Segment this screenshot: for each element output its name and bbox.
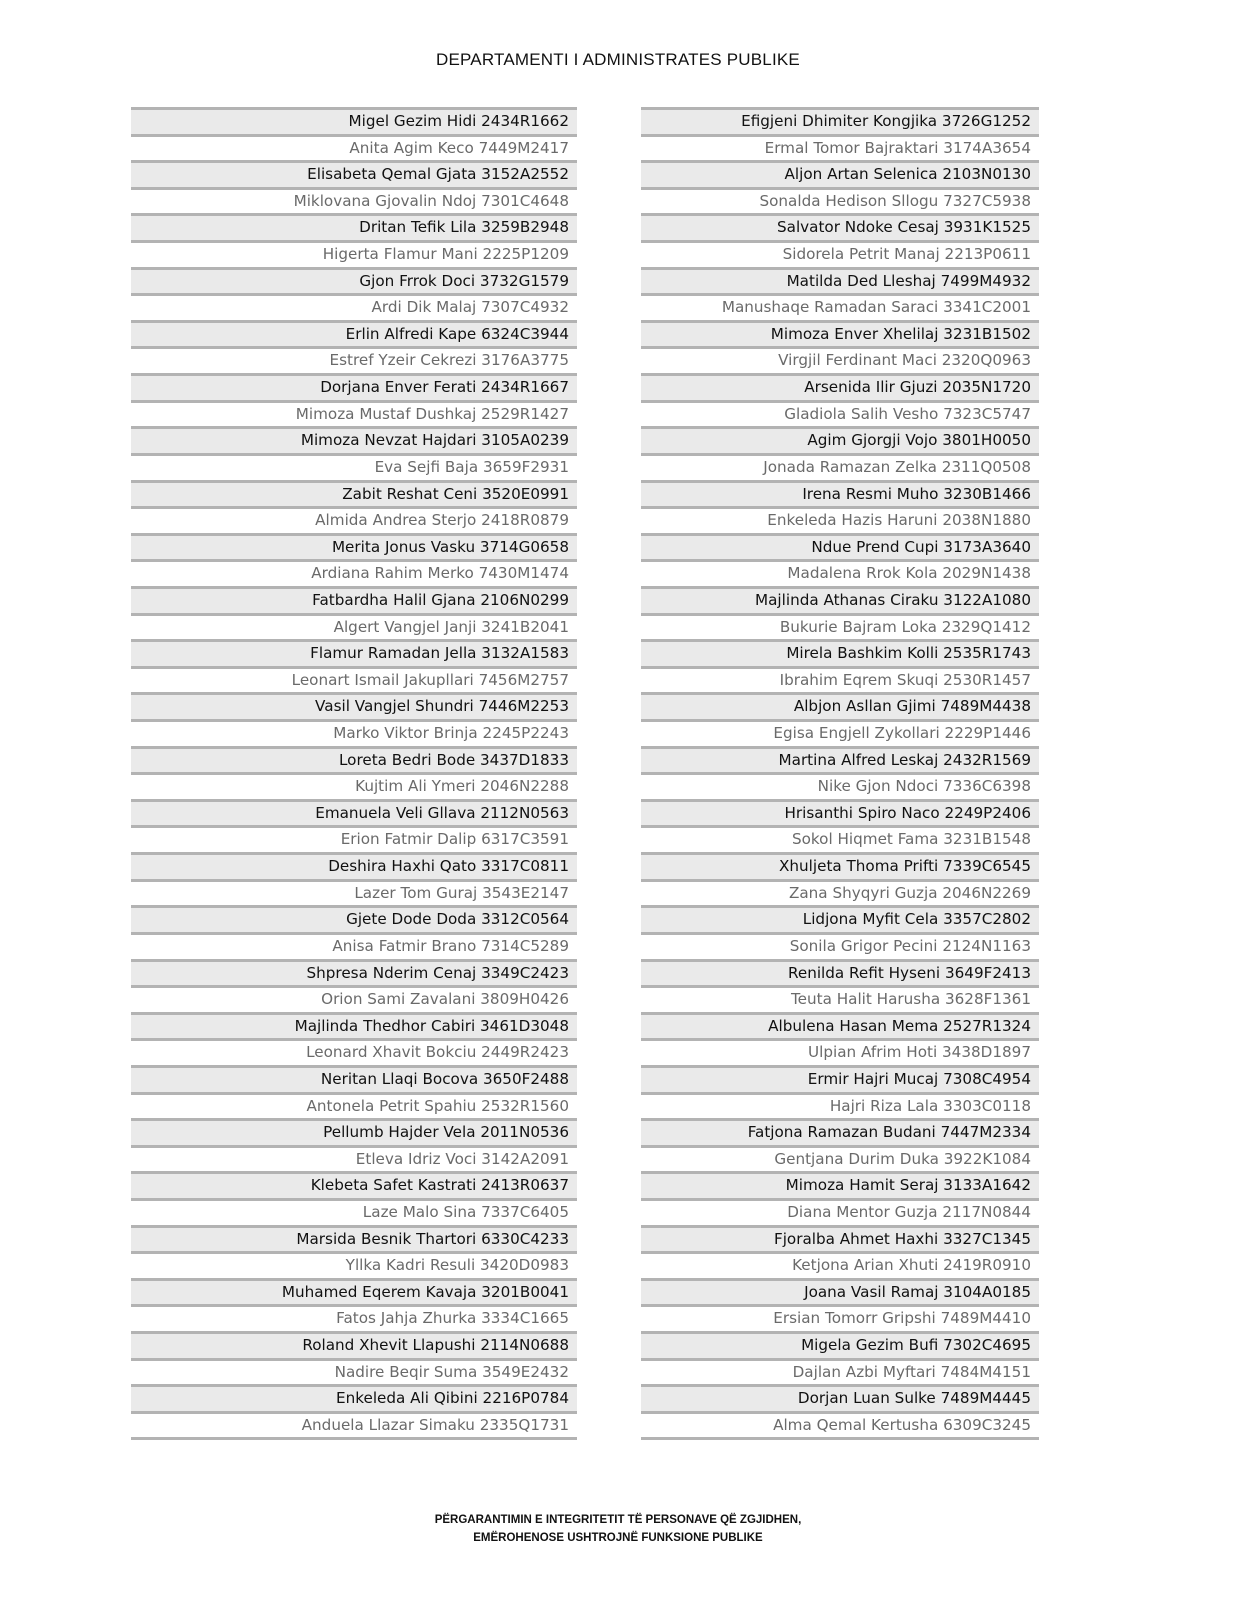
list-item: Mirela Bashkim Kolli 2535R1743 xyxy=(641,639,1039,666)
list-item: Ersian Tomorr Gripshi 7489M4410 xyxy=(641,1304,1039,1331)
list-item: Almida Andrea Sterjo 2418R0879 xyxy=(131,506,577,533)
right-name-list xyxy=(641,107,1039,1440)
list-item: Lidjona Myfit Cela 3357C2802 xyxy=(641,905,1039,932)
list-item: Fatos Jahja Zhurka 3334C1665 xyxy=(131,1304,577,1331)
list-item: Enkeleda Hazis Haruni 2038N1880 xyxy=(641,506,1039,533)
list-item: Irena Resmi Muho 3230B1466 xyxy=(641,480,1039,507)
footer xyxy=(0,1511,1236,1547)
list-item: Erion Fatmir Dalip 6317C3591 xyxy=(131,825,577,852)
list-item: Anisa Fatmir Brano 7314C5289 xyxy=(131,932,577,959)
list-item: Xhuljeta Thoma Prifti 7339C6545 xyxy=(641,852,1039,879)
list-item: Dajlan Azbi Myftari 7484M4151 xyxy=(641,1358,1039,1385)
list-item: Joana Vasil Ramaj 3104A0185 xyxy=(641,1278,1039,1305)
footer-line-2: EMËROHENOSE USHTROJNË FUNKSIONE PUBLIKE xyxy=(473,1532,763,1544)
list-item: Algert Vangjel Janji 3241B2041 xyxy=(131,613,577,640)
list-item: Diana Mentor Guzja 2117N0844 xyxy=(641,1198,1039,1225)
list-item: Klebeta Safet Kastrati 2413R0637 xyxy=(131,1171,577,1198)
list-item: Mimoza Nevzat Hajdari 3105A0239 xyxy=(131,426,577,453)
list-item: Mimoza Hamit Seraj 3133A1642 xyxy=(641,1171,1039,1198)
list-item: Eva Sejfi Baja 3659F2931 xyxy=(131,453,577,480)
list-item: Kujtim Ali Ymeri 2046N2288 xyxy=(131,772,577,799)
list-item: Nadire Beqir Suma 3549E2432 xyxy=(131,1358,577,1385)
list-item: Gladiola Salih Vesho 7323C5747 xyxy=(641,400,1039,427)
list-item: Majlinda Thedhor Cabiri 3461D3048 xyxy=(131,1012,577,1039)
list-item: Fatjona Ramazan Budani 7447M2334 xyxy=(641,1118,1039,1145)
list-item: Madalena Rrok Kola 2029N1438 xyxy=(641,559,1039,586)
list-item: Loreta Bedri Bode 3437D1833 xyxy=(131,746,577,773)
list-item: Roland Xhevit Llapushi 2114N0688 xyxy=(131,1331,577,1358)
list-item: Fatbardha Halil Gjana 2106N0299 xyxy=(131,586,577,613)
list-item: Anita Agim Keco 7449M2417 xyxy=(131,134,577,161)
page-title: DEPARTAMENTI I ADMINISTRATES PUBLIKE xyxy=(436,50,800,69)
left-name-list xyxy=(131,107,577,1440)
list-item: Mimoza Enver Xhelilaj 3231B1502 xyxy=(641,320,1039,347)
list-item: Renilda Refit Hyseni 3649F2413 xyxy=(641,959,1039,986)
list-item: Miklovana Gjovalin Ndoj 7301C4648 xyxy=(131,187,577,214)
list-item: Higerta Flamur Mani 2225P1209 xyxy=(131,240,577,267)
list-item: Marko Viktor Brinja 2245P2243 xyxy=(131,719,577,746)
list-item: Pellumb Hajder Vela 2011N0536 xyxy=(131,1118,577,1145)
list-item: Manushaqe Ramadan Saraci 3341C2001 xyxy=(641,293,1039,320)
list-item: Deshira Haxhi Qato 3317C0811 xyxy=(131,852,577,879)
list-item: Orion Sami Zavalani 3809H0426 xyxy=(131,985,577,1012)
list-item: Migela Gezim Bufi 7302C4695 xyxy=(641,1331,1039,1358)
list-item: Majlinda Athanas Ciraku 3122A1080 xyxy=(641,586,1039,613)
column-bottom-rule xyxy=(131,1437,577,1440)
list-item: Alma Qemal Kertusha 6309C3245 xyxy=(641,1411,1039,1438)
list-item: Ermal Tomor Bajraktari 3174A3654 xyxy=(641,134,1039,161)
list-item: Shpresa Nderim Cenaj 3349C2423 xyxy=(131,959,577,986)
list-item: Agim Gjorgji Vojo 3801H0050 xyxy=(641,426,1039,453)
list-item: Lazer Tom Guraj 3543E2147 xyxy=(131,879,577,906)
list-item: Salvator Ndoke Cesaj 3931K1525 xyxy=(641,213,1039,240)
list-item: Bukurie Bajram Loka 2329Q1412 xyxy=(641,613,1039,640)
list-item: Nike Gjon Ndoci 7336C6398 xyxy=(641,772,1039,799)
list-item: Gjon Frrok Doci 3732G1579 xyxy=(131,267,577,294)
list-item: Sidorela Petrit Manaj 2213P0611 xyxy=(641,240,1039,267)
list-item: Zabit Reshat Ceni 3520E0991 xyxy=(131,480,577,507)
list-item: Hajri Riza Lala 3303C0118 xyxy=(641,1092,1039,1119)
list-item: Ardi Dik Malaj 7307C4932 xyxy=(131,293,577,320)
list-item: Mimoza Mustaf Dushkaj 2529R1427 xyxy=(131,400,577,427)
list-item: Efigjeni Dhimiter Kongjika 3726G1252 xyxy=(641,107,1039,134)
footer-line-1: PËRGARANTIMIN E INTEGRITETIT TË PERSONAVE QË ZGJIDHEN, xyxy=(434,1514,802,1526)
list-item: Ibrahim Eqrem Skuqi 2530R1457 xyxy=(641,666,1039,693)
list-item: Martina Alfred Leskaj 2432R1569 xyxy=(641,746,1039,773)
list-item: Zana Shyqyri Guzja 2046N2269 xyxy=(641,879,1039,906)
list-item: Muhamed Eqerem Kavaja 3201B0041 xyxy=(131,1278,577,1305)
list-item: Leonard Xhavit Bokciu 2449R2423 xyxy=(131,1038,577,1065)
list-item: Dorjana Enver Ferati 2434R1667 xyxy=(131,373,577,400)
list-item: Neritan Llaqi Bocova 3650F2488 xyxy=(131,1065,577,1092)
list-item: Gjete Dode Doda 3312C0564 xyxy=(131,905,577,932)
list-item: Elisabeta Qemal Gjata 3152A2552 xyxy=(131,160,577,187)
list-item: Sonalda Hedison Sllogu 7327C5938 xyxy=(641,187,1039,214)
list-item: Leonart Ismail Jakupllari 7456M2757 xyxy=(131,666,577,693)
list-item: Sokol Hiqmet Fama 3231B1548 xyxy=(641,825,1039,852)
list-item: Hrisanthi Spiro Naco 2249P2406 xyxy=(641,799,1039,826)
list-item: Anduela Llazar Simaku 2335Q1731 xyxy=(131,1411,577,1438)
list-item: Arsenida Ilir Gjuzi 2035N1720 xyxy=(641,373,1039,400)
list-item: Albulena Hasan Mema 2527R1324 xyxy=(641,1012,1039,1039)
list-item: Erlin Alfredi Kape 6324C3944 xyxy=(131,320,577,347)
list-item: Matilda Ded Lleshaj 7499M4932 xyxy=(641,267,1039,294)
list-item: Ermir Hajri Mucaj 7308C4954 xyxy=(641,1065,1039,1092)
list-item: Aljon Artan Selenica 2103N0130 xyxy=(641,160,1039,187)
column-bottom-rule xyxy=(641,1437,1039,1440)
list-item: Gentjana Durim Duka 3922K1084 xyxy=(641,1145,1039,1172)
list-item: Migel Gezim Hidi 2434R1662 xyxy=(131,107,577,134)
list-item: Merita Jonus Vasku 3714G0658 xyxy=(131,533,577,560)
list-item: Antonela Petrit Spahiu 2532R1560 xyxy=(131,1092,577,1119)
list-item: Estref Yzeir Cekrezi 3176A3775 xyxy=(131,346,577,373)
list-item: Ulpian Afrim Hoti 3438D1897 xyxy=(641,1038,1039,1065)
list-item: Ardiana Rahim Merko 7430M1474 xyxy=(131,559,577,586)
list-item: Ketjona Arian Xhuti 2419R0910 xyxy=(641,1251,1039,1278)
list-item: Etleva Idriz Voci 3142A2091 xyxy=(131,1145,577,1172)
list-item: Egisa Engjell Zykollari 2229P1446 xyxy=(641,719,1039,746)
list-item: Albjon Asllan Gjimi 7489M4438 xyxy=(641,692,1039,719)
list-item: Enkeleda Ali Qibini 2216P0784 xyxy=(131,1384,577,1411)
list-item: Teuta Halit Harusha 3628F1361 xyxy=(641,985,1039,1012)
list-item: Vasil Vangjel Shundri 7446M2253 xyxy=(131,692,577,719)
list-item: Jonada Ramazan Zelka 2311Q0508 xyxy=(641,453,1039,480)
list-item: Fjoralba Ahmet Haxhi 3327C1345 xyxy=(641,1225,1039,1252)
list-item: Ndue Prend Cupi 3173A3640 xyxy=(641,533,1039,560)
list-item: Yllka Kadri Resuli 3420D0983 xyxy=(131,1251,577,1278)
list-item: Sonila Grigor Pecini 2124N1163 xyxy=(641,932,1039,959)
list-item: Laze Malo Sina 7337C6405 xyxy=(131,1198,577,1225)
list-item: Emanuela Veli Gllava 2112N0563 xyxy=(131,799,577,826)
list-item: Flamur Ramadan Jella 3132A1583 xyxy=(131,639,577,666)
list-item: Dritan Tefik Lila 3259B2948 xyxy=(131,213,577,240)
list-item: Dorjan Luan Sulke 7489M4445 xyxy=(641,1384,1039,1411)
list-item: Virgjil Ferdinant Maci 2320Q0963 xyxy=(641,346,1039,373)
list-item: Marsida Besnik Thartori 6330C4233 xyxy=(131,1225,577,1252)
